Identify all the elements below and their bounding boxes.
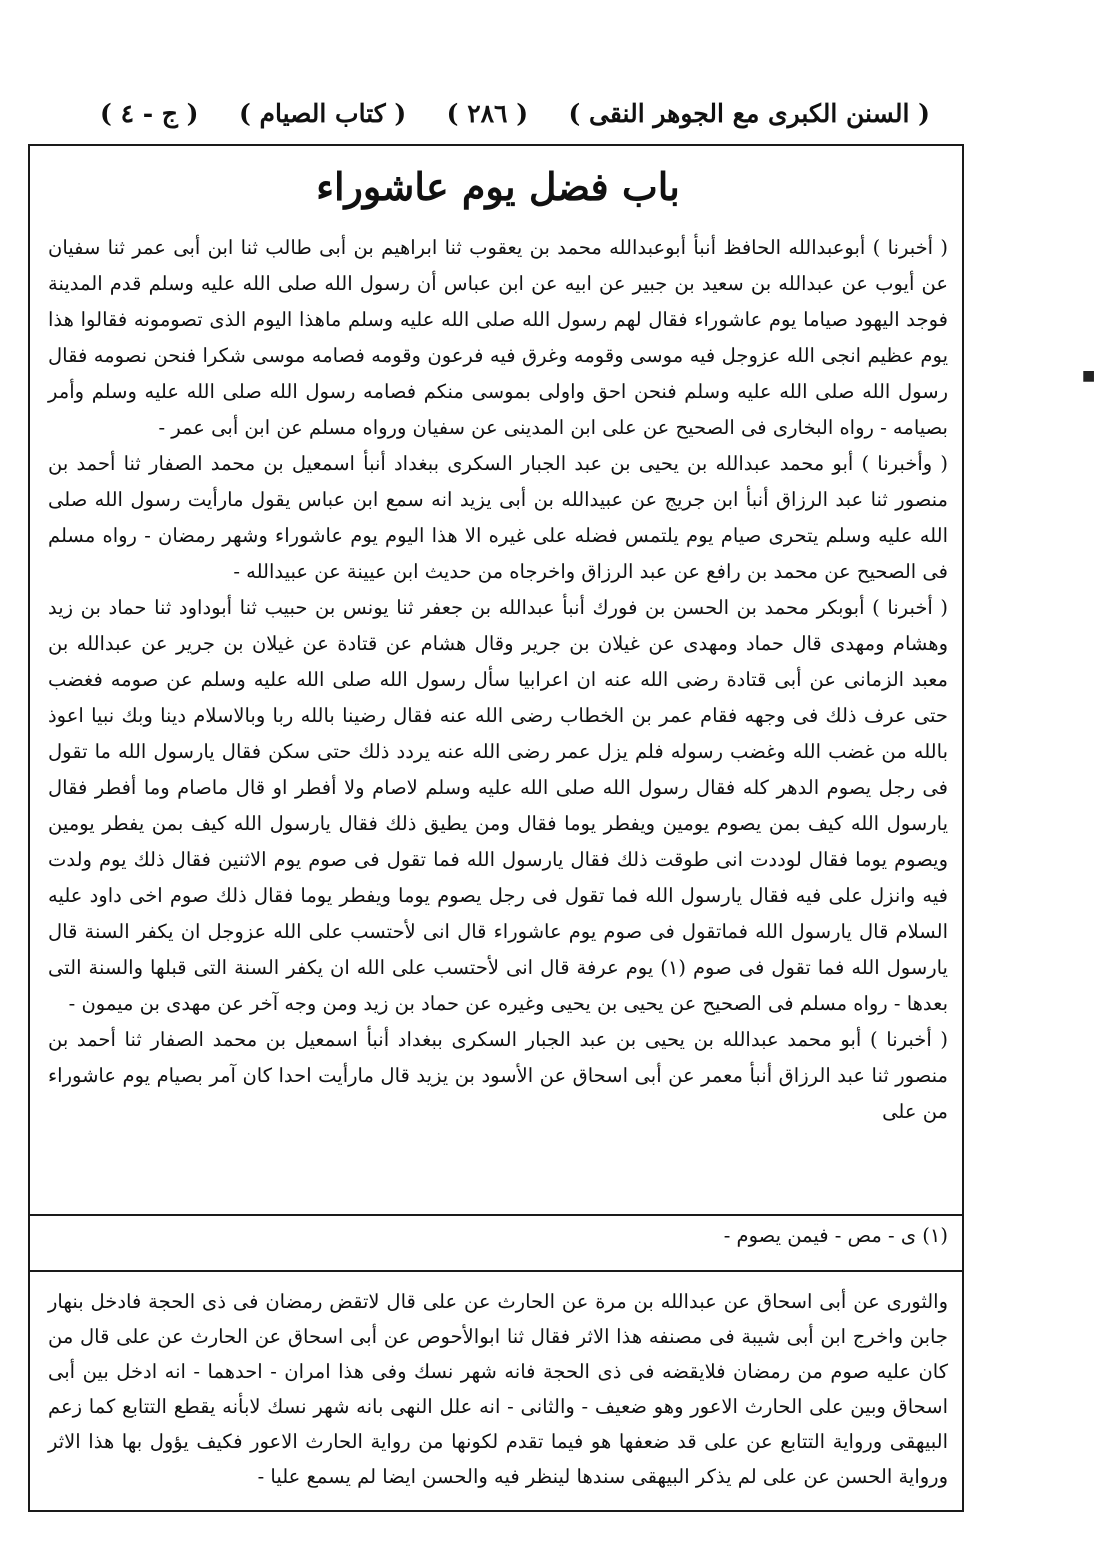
commentary-divider	[30, 1270, 962, 1272]
margin-mark: ■	[1082, 368, 1096, 384]
footnote: (١) ى - مص - فيمن يصوم -	[723, 1224, 948, 1247]
hadith-paragraph-4: ( أخبرنا ) أبو محمد عبدالله بن يحيى بن عبد الجبار السكرى ببغداد أنبأ اسمعيل بن محمد الصفار ثنا أحمد بن منصور ثنا عبد الرزاق أنبأ معمر عن أبى اسحاق عن الأسود بن يزيد قال مارأيت احدا كان آمر بصيام يوم عاشوراء من على	[48, 1028, 948, 1123]
volume-number: ( ج - ٤ )	[100, 98, 199, 128]
chapter-title: ( كتاب الصيام )	[238, 98, 407, 128]
hadith-paragraph-3: ( أخبرنا ) أبوبكر محمد بن الحسن بن فورك أنبأ عبدالله بن جعفر ثنا يونس بن حبيب ثنا أبوداود ثنا حماد بن زيد وهشام ومهدى قال حماد ومهدى عن غيلان بن جرير وقال هشام عن قتادة عن غيلان بن جرير عن عبدالله بن معبد الزمانى عن أبى قتادة رضى الله عنه ان اعرابيا سأل رسول الله صلى الله عليه وسلم عن صومه فغضب حتى عرف ذلك فى وجهه فقام عمر بن الخطاب رضى الله عنه فقال رضينا بالله ربا وبالاسلام دينا وبك نبيا اعوذ بالله من غضب الله وغضب رسوله فلم يزل عمر رضى الله عنه يردد ذلك حتى سكن فقال يارسول الله ما تقول فى رجل يصوم الدهر كله فقال رسول الله صلى الله عليه وسلم لاصام ولا أفطر او قال ماصام وما أفطر فقال يارسول الله كيف بمن يصوم يومين ويفطر يوما فقال ومن يطيق ذلك فقال يارسول الله كيف بمن يفطر يومين ويصوم يوما فقال لوددت انى طوقت ذلك فقال يارسول الله فما تقول فى صوم يوم الاثنين فقال ذلك يوم ولدت فيه وانزل على فيه فقال يارسول الله فما تقول فى رجل يصوم يوما ويفطر يوما فقال ذلك صوم اخى داود عليه السلام قال يارسول الله فماتقول فى صوم يوم عاشوراء قال انى لأحتسب على الله عزوجل ان يكفر السنة قال يارسول الله فما تقول فى صوم (١) يوم عرفة قال انى لأحتسب على الله ان يكفر السنة التى قبلها والسنة التى بعدها - رواه مسلم فى الصحيح عن يحيى بن يحيى وغيره عن حماد بن زيد ومن وجه آخر عن مهدى بن ميمون -	[48, 596, 948, 1015]
footnote-divider	[30, 1214, 962, 1216]
commentary-text: والثورى عن أبى اسحاق عن عبدالله بن مرة عن الحارث عن على قال لاتقض رمضان فى ذى الحجة فادخل بنهار جابن واخرج ابن أبى شيبة فى مصنفه هذا الاثر فقال ثنا ابوالأحوص عن أبى اسحاق عن الحارث عن على قال من كان عليه صوم من رمضان فلايقضه فى ذى الحجة فانه شهر نسك وفى هذا امران - احدهما - انه ادخل بين أبى اسحاق وبين على الحارث الاعور وهو ضعيف - والثانى - انه علل النهى بانه شهر نسك لابأنه يقطع التتابع كما زعم البيهقى ورواية التتابع عن على قد ضعفها هو فيما تقدم لكونها من رواية الحارث الاعور فكيف يؤول بها هذا الاثر ورواية الحسن عن على لم يذكر البيهقى سندها لينظر فيه والحسن ايضا لم يسمع عليا -	[48, 1290, 948, 1488]
running-header	[100, 94, 930, 132]
main-text	[48, 230, 948, 1130]
hadith-paragraph-2: ( وأخبرنا ) أبو محمد عبدالله بن يحيى بن عبد الجبار السكرى ببغداد أنبأ اسمعيل بن محمد الصفار ثنا أحمد بن منصور ثنا عبد الرزاق أنبأ ابن جريج عن عبيدالله بن أبى يزيد انه سمع ابن عباس يقول مارأيت رسول الله صلى الله عليه وسلم يتحرى صيام يوم يلتمس فضله على غيره الا هذا اليوم يوم عاشوراء وشهر رمضان - رواه مسلم فى الصحيح عن محمد بن رافع عن عبد الرزاق واخرجاه من حديث ابن عيينة عن عبيدالله -	[48, 452, 948, 583]
book-title: ( السنن الكبرى مع الجوهر النقى )	[568, 98, 930, 128]
hadith-paragraph-1: ( أخبرنا ) أبوعبدالله الحافظ أنبأ أبوعبدالله محمد بن يعقوب ثنا ابراهيم بن أبى طالب ثنا ابن أبى عمر ثنا سفيان عن أيوب عن عبدالله بن سعيد بن جبير عن ابيه عن ابن عباس أن رسول الله صلى الله عليه وسلم قدم المدينة فوجد اليهود صياما يوم عاشوراء فقال لهم رسول الله صلى الله عليه وسلم ماهذا اليوم الذى تصومونه فقالوا هذا يوم عظيم انجى الله عزوجل فيه موسى وقومه وغرق فيه فرعون وقومه فصامه موسى شكرا فنحن نصومه فقال رسول الله صلى الله عليه وسلم فنحن احق واولى بموسى منكم فصامه رسول الله صلى الله عليه وسلم وأمر بصيامه - رواه البخارى فى الصحيح عن على ابن المدينى عن سفيان ورواه مسلم عن ابن أبى عمر -	[48, 236, 948, 439]
page-number: ( ٢٨٦ )	[446, 98, 529, 128]
section-title: باب فضل يوم عاشوراء	[316, 164, 680, 209]
